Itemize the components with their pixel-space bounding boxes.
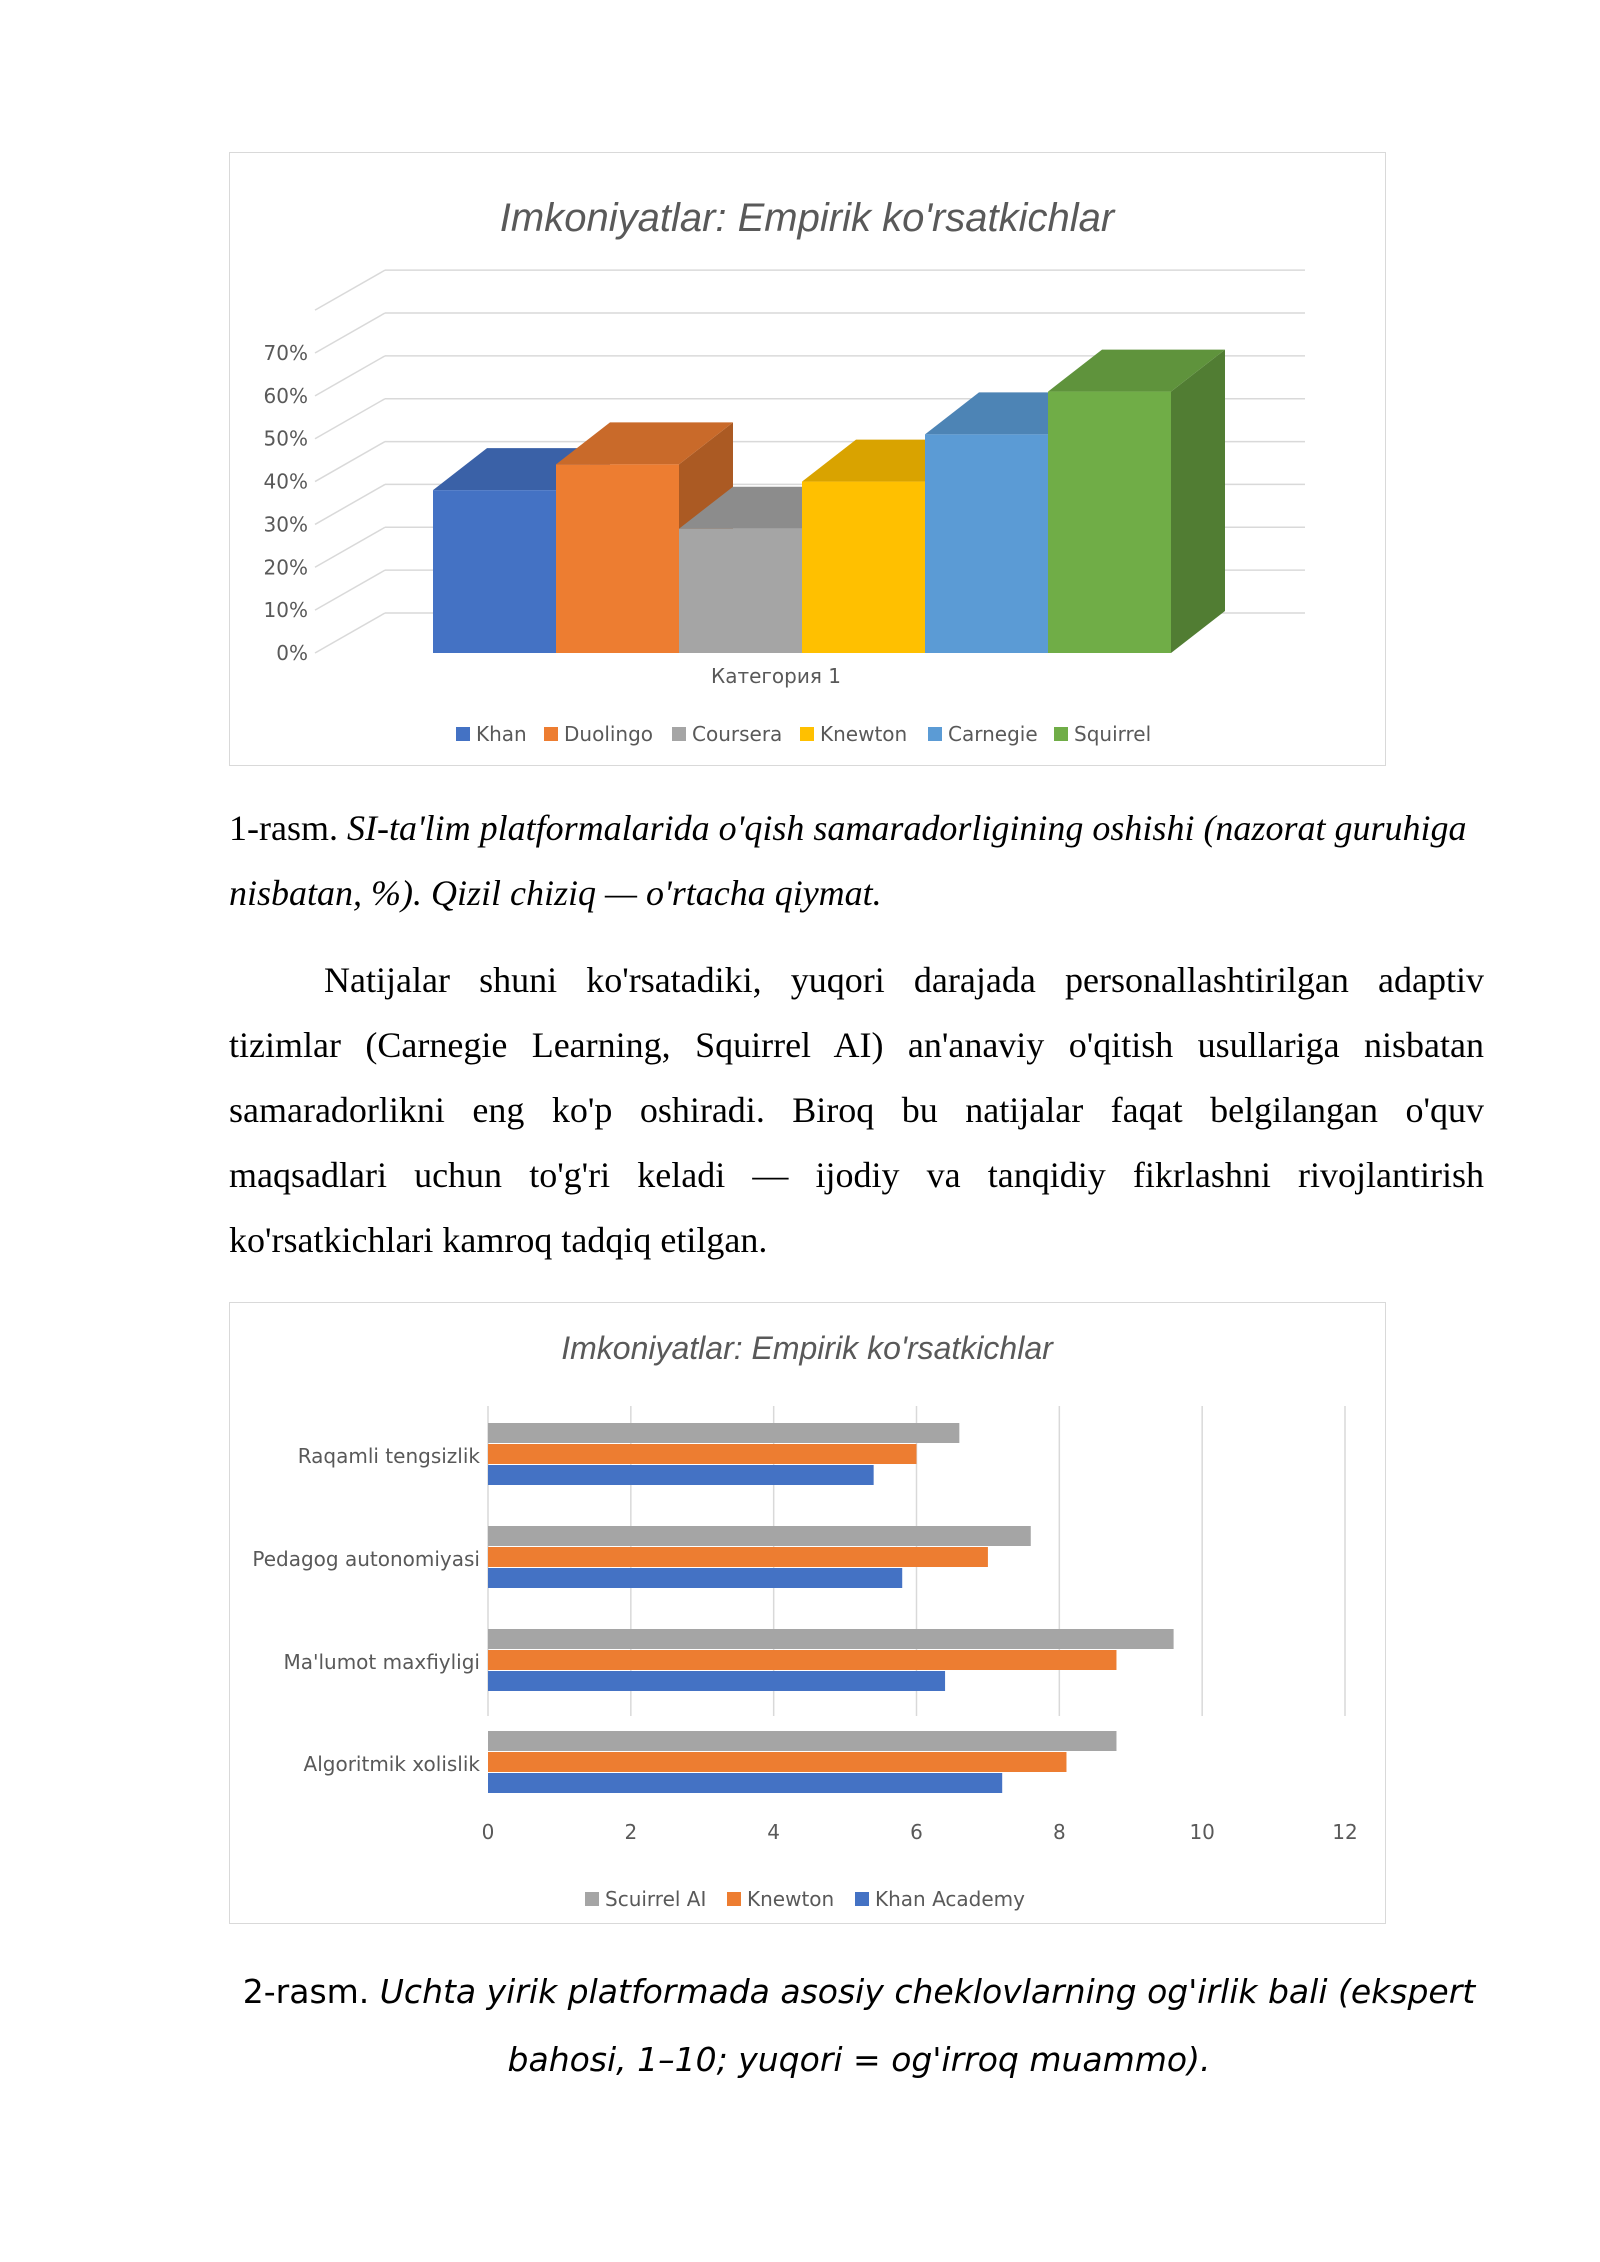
- x-tick-label: 12: [1332, 1820, 1358, 1844]
- gridline-side: [315, 484, 385, 524]
- legend-swatch: [855, 1892, 869, 1906]
- chart1-category-label: Категория 1: [711, 664, 841, 688]
- bar-khan-academy: [488, 1568, 902, 1588]
- legend-label: Duolingo: [564, 722, 654, 746]
- x-tick-label: 4: [767, 1820, 781, 1844]
- legend-label: Coursera: [692, 722, 783, 746]
- caption1-lead: 1-rasm.: [229, 808, 347, 848]
- legend-label: Khan Academy: [875, 1887, 1025, 1911]
- chart1-y-axis: [264, 341, 308, 665]
- y-tick-label: 50%: [263, 426, 308, 451]
- body-paragraph: Natijalar shuni ko'rsatadiki, yuqori darajada personallashtirilgan adaptiv tizimlar (Carnegie Learning, Squirrel AI) an'anaviy o'qitish usullariga nisbatan samaradorlikni eng ko'p oshiradi. Biroq bu natijalar faqat belgilangan o'quv maqsadlari uchun to'g'ri keladi — ijodiy va tanqidiy fikrlashni rivojlantirish ko'rsatkichlari kamroq tadqiq etilgan.: [229, 960, 1484, 1260]
- bar-knewton: [488, 1547, 988, 1567]
- caption1-text: SI-ta'lim platformalarida o'qish samaradorligining oshishi (nazorat guruhiga nisbatan, %). Qizil chiziq — o'rtacha qiymat.: [229, 808, 1467, 913]
- gridline-side: [315, 442, 385, 482]
- y-tick-label: 70%: [263, 341, 308, 365]
- y-tick-label: 40%: [263, 469, 308, 494]
- x-tick-label: 0: [481, 1820, 495, 1844]
- gridline-side: [315, 570, 385, 610]
- legend-swatch: [456, 727, 470, 741]
- y-tick-label: 30%: [263, 512, 308, 537]
- legend-label: Knewton: [820, 722, 908, 746]
- bar-khan-academy: [488, 1465, 874, 1485]
- bar-chart-svg: [230, 1303, 1385, 1923]
- category-label: Ma'lumot maxfiyligi: [283, 1650, 480, 1674]
- gridline-side: [315, 399, 385, 439]
- bar-khan-academy: [488, 1773, 1002, 1793]
- gridline-side: [315, 613, 385, 653]
- chart1-legend: [456, 722, 1151, 746]
- bar-scuirrel-ai: [488, 1423, 959, 1443]
- legend-swatch: [672, 727, 686, 741]
- gridline-side: [315, 356, 385, 396]
- bar-knewton: [488, 1752, 1066, 1772]
- bar-front-face: [802, 482, 925, 653]
- figure-1-caption: [229, 796, 1489, 926]
- bar-front-face: [1048, 392, 1171, 653]
- chart2-bars: [488, 1423, 1174, 1793]
- legend-label: Knewton: [747, 1887, 835, 1911]
- category-label: Algoritmik xolislik: [303, 1752, 480, 1776]
- bar-squirrel: [1048, 350, 1225, 653]
- gridline-side: [315, 527, 385, 567]
- bar-side-face: [1171, 350, 1225, 653]
- bar-knewton: [488, 1444, 917, 1464]
- chart2-legend: [585, 1887, 1025, 1911]
- gridline-side: [315, 313, 385, 353]
- chart2-x-axis: [482, 1820, 1358, 1844]
- y-tick-label: 0%: [276, 641, 308, 665]
- gridline-side: [315, 270, 385, 310]
- caption2-text: Uchta yirik platformada asosiy cheklovlarning og'irlik bali (ekspert bahosi, 1–10; yuqori = og'irroq muammo).: [379, 1972, 1476, 2079]
- legend-swatch: [800, 727, 814, 741]
- figure-2-chart: [229, 1302, 1386, 1924]
- bar-scuirrel-ai: [488, 1629, 1174, 1649]
- legend-label: Carnegie: [948, 722, 1038, 746]
- x-tick-label: 6: [910, 1820, 923, 1844]
- figure-2-caption: [229, 1958, 1489, 2094]
- bar-scuirrel-ai: [488, 1526, 1031, 1546]
- bar-front-face: [433, 490, 556, 653]
- chart1-title: Imkoniyatlar: Empirik ko'rsatkichlar: [499, 196, 1115, 240]
- column-chart-svg: [230, 153, 1385, 765]
- bar-scuirrel-ai: [488, 1731, 1116, 1751]
- y-tick-label: 20%: [263, 555, 308, 580]
- y-tick-label: 10%: [263, 598, 308, 623]
- x-tick-label: 10: [1189, 1820, 1215, 1844]
- y-tick-label: 60%: [263, 383, 308, 408]
- legend-swatch: [1054, 727, 1068, 741]
- figure-1-chart: [229, 152, 1386, 766]
- legend-label: Squirrel: [1074, 722, 1152, 746]
- legend-label: Scuirrel AI: [605, 1887, 707, 1911]
- legend-swatch: [585, 1892, 599, 1906]
- legend-swatch: [544, 727, 558, 741]
- legend-swatch: [928, 727, 942, 741]
- bar-front-face: [556, 464, 679, 653]
- bar-khan-academy: [488, 1671, 945, 1691]
- chart2-title: Imkoniyatlar: Empirik ko'rsatkichlar: [561, 1330, 1053, 1366]
- x-tick-label: 2: [624, 1820, 638, 1844]
- category-label: Raqamli tengsizlik: [297, 1444, 480, 1468]
- category-label: Pedagog autonomiyasi: [252, 1547, 480, 1571]
- legend-swatch: [727, 1892, 741, 1906]
- legend-label: Khan: [476, 722, 527, 746]
- x-tick-label: 8: [1052, 1820, 1066, 1844]
- bar-knewton: [488, 1650, 1116, 1670]
- caption2-lead: 2-rasm.: [242, 1972, 380, 2011]
- chart1-bars: [433, 350, 1225, 653]
- bar-front-face: [925, 434, 1048, 653]
- chart2-category-labels: [252, 1444, 480, 1776]
- bar-front-face: [679, 529, 802, 653]
